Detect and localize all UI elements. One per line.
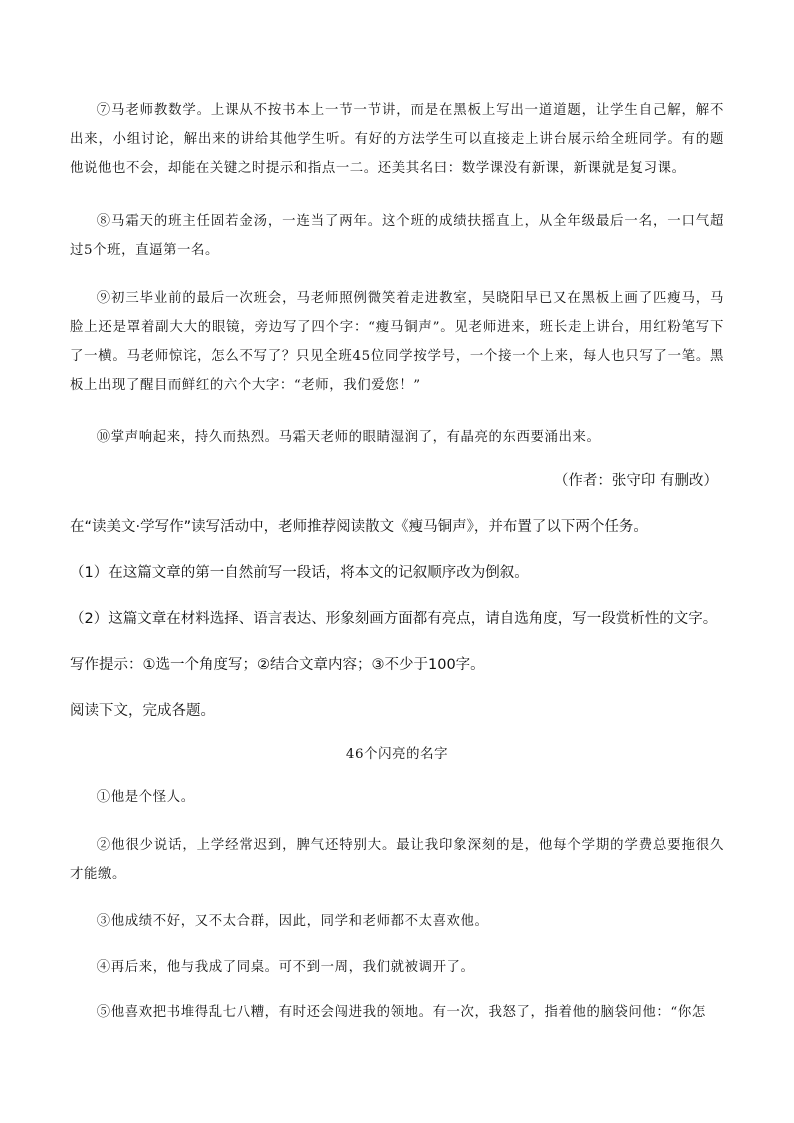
- story-paragraph-5: ⑤他喜欢把书堆得乱七八糟，有时还会闯进我的领地。有一次，我怒了，指着他的脑袋问他：“你怎: [96, 1005, 706, 1020]
- article-paragraph-8: ⑧马霜天的班主任固若金汤，一连当了两年。这个班的成绩扶摇直上，从全年级最后一名，一口气超过5个班，直逼第一名。: [70, 214, 724, 258]
- article-paragraph-7: ⑦马老师教数学。上课从不按书本上一节一节讲，而是在黑板上写出一道道题，让学生自己解，解不出来，小组讨论，解出来的讲给其他学生听。有好的方法学生可以直接走上讲台展示给全班同学。有的题他说他也不会，却能在关键之时提示和指点一二。还美其名曰：数学课没有新课，新课就是复习课。: [70, 103, 724, 176]
- article-paragraph-9: ⑨初三毕业前的最后一次班会，马老师照例微笑着走进教室，吴晓阳早已又在黑板上画了匹瘦马，马脸上还是罩着副大大的眼镜，旁边写了四个字：“瘦马铜声”。见老师进来，班长走上讲台，用红粉笔写下了一横。马老师惊诧，怎么不写了？只见全班45位同学按学号，一个接一个上来，每人也只写了一笔。黑板上出现了醒目而鲜红的六个大字：“老师，我们爱您！”: [70, 291, 724, 393]
- task-item-1: （1）在这篇文章的第一自然前写一段话，将本文的记叙顺序改为倒叙。: [70, 565, 529, 581]
- story-paragraph-2: ②他很少说话，上学经常迟到，脾气还特别大。最让我印象深刻的是，他每个学期的学费总要拖很久才能缴。: [70, 838, 724, 882]
- reading-instruction: 阅读下文，完成各题。: [70, 703, 215, 719]
- story-paragraph-1: ①他是个怪人。: [96, 790, 195, 805]
- task-intro: 在“读美文·学写作”读写活动中，老师推荐阅读散文《瘦马铜声》，并布置了以下两个任务。: [70, 519, 648, 535]
- article-paragraph-10: ⑩掌声响起来，持久而热烈。马霜天老师的眼睛湿润了，有晶亮的东西要涌出来。: [96, 430, 601, 445]
- task-item-2: （2）这篇文章在材料选择、语言表达、形象刻画方面都有亮点，请自选角度，写一段赏析性的文字。: [70, 611, 718, 627]
- author-line: （作者：张守印 有删改）: [553, 473, 718, 489]
- writing-hint: 写作提示：①选一个角度写；②结合文章内容；③不少于100字。: [70, 657, 485, 673]
- story-paragraph-4: ④再后来，他与我成了同桌。可不到一周，我们就被调开了。: [96, 960, 475, 975]
- story-title: 46个闪亮的名字: [345, 747, 449, 762]
- story-paragraph-3: ③他成绩不好，又不太合群，因此，同学和老师都不太喜欢他。: [96, 914, 489, 929]
